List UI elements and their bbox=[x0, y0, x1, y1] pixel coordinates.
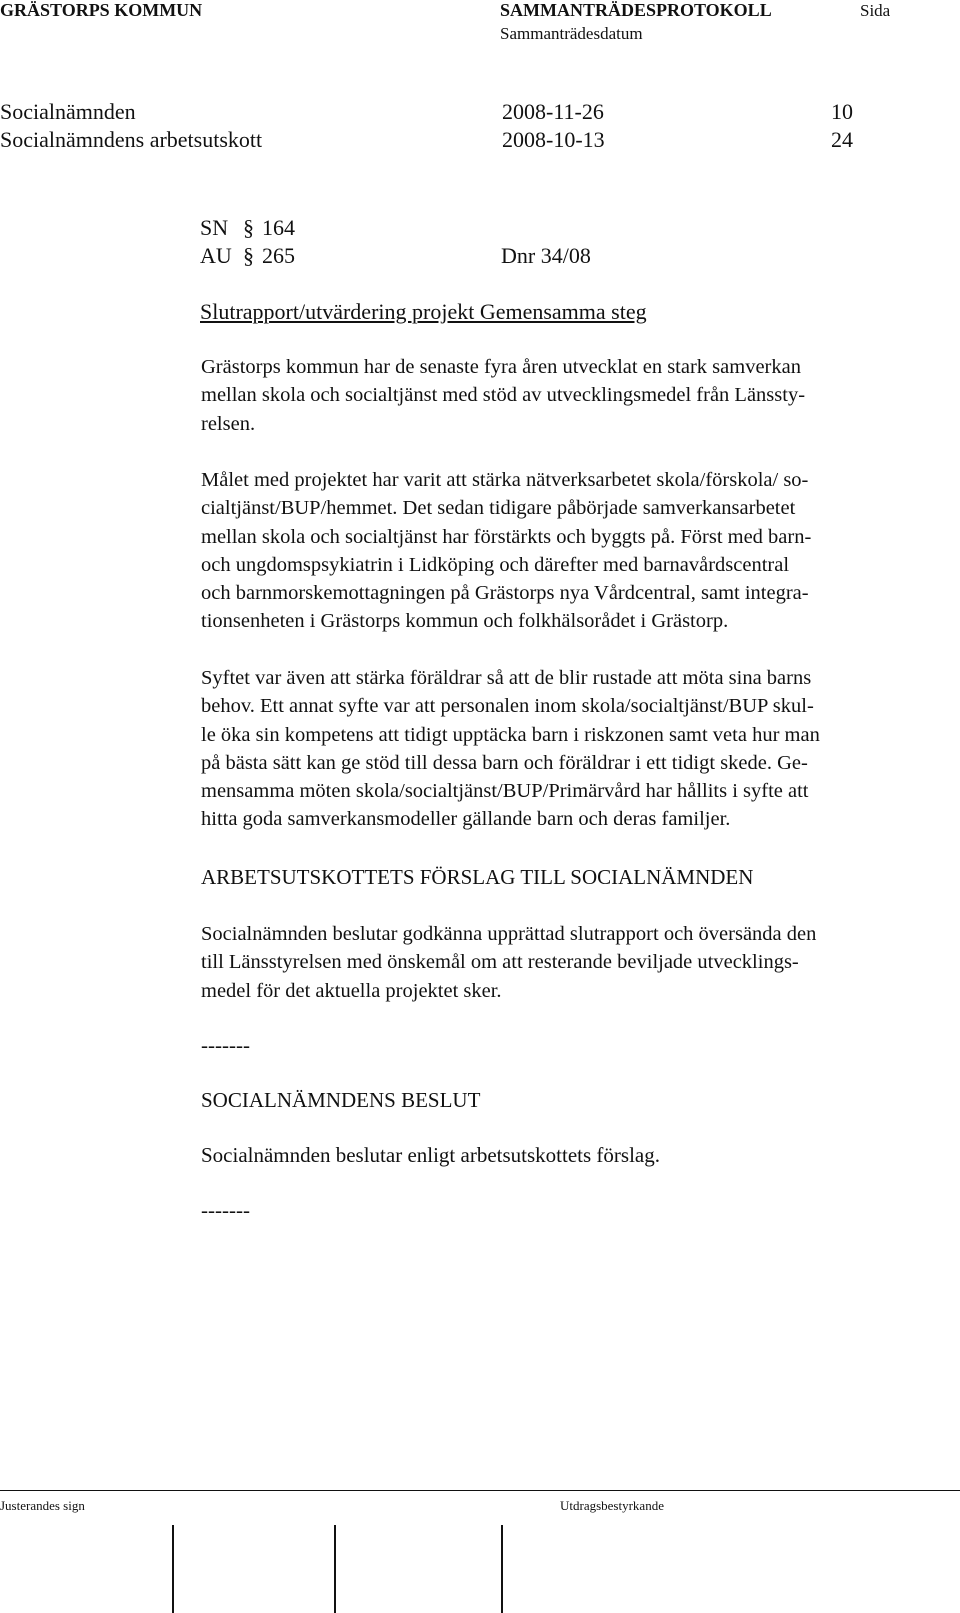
separator: ------- bbox=[201, 1033, 250, 1057]
paragraph-line: Grästorps kommun har de senaste fyra åren utvecklat en stark samverkan bbox=[201, 356, 801, 378]
signature-box-divider bbox=[334, 1525, 336, 1613]
sn-label: SN bbox=[200, 215, 229, 240]
paragraph-line: hitta goda samverkansmodeller gällande barn och deras familjer. bbox=[201, 808, 731, 831]
certified-label: Utdragsbestyrkande bbox=[560, 1498, 664, 1513]
page-label: Sida bbox=[860, 1, 891, 20]
sn-decision-text: Socialnämnden beslutar enligt arbetsutskottets förslag. bbox=[201, 1143, 660, 1167]
paragraph-line: cialtjänst/BUP/hemmet. Det sedan tidigare påbörjade samverkansarbetet bbox=[201, 497, 796, 520]
paragraph-line: mellan skola och socialtjänst med stöd av utvecklingsmedel från Länssty- bbox=[201, 384, 806, 407]
paragraph-1 bbox=[201, 353, 931, 438]
sn-decision-heading: SOCIALNÄMNDENS BESLUT bbox=[201, 1088, 481, 1112]
au-number: 265 bbox=[262, 243, 295, 268]
au-label: AU bbox=[200, 243, 232, 268]
paragraph-line: relsen. bbox=[201, 412, 256, 435]
paragraph-2 bbox=[201, 466, 931, 636]
separator: ------- bbox=[201, 1198, 250, 1222]
date-label: Sammanträdesdatum bbox=[500, 24, 643, 43]
paragraph-line: mensamma möten skola/socialtjänst/BUP/Primärvård har hållits i syfte att bbox=[201, 780, 809, 803]
au-proposal-heading: ARBETSUTSKOTTETS FÖRSLAG TILL SOCIALNÄMNDEN bbox=[201, 865, 754, 889]
paragraph-line: och barnmorskemottagningen på Grästorps nya Vårdcentral, samt integra- bbox=[201, 582, 809, 605]
paragraph-line: och ungdomspsykiatrin i Lidköping och därefter med barnavårdscentral bbox=[201, 553, 790, 576]
signature-box-divider bbox=[501, 1525, 503, 1613]
paragraph-line: le öka sin kompetens att tidigt upptäcka barn i riskzonen samt veta hur man bbox=[201, 723, 820, 746]
footer-divider bbox=[0, 1490, 960, 1491]
paragraph-line: på bästa sätt kan ge stöd till dessa barn och föräldrar i ett tidigt skede. Ge- bbox=[201, 751, 808, 774]
meeting-body-1: Socialnämnden bbox=[0, 99, 136, 124]
org-name: GRÄSTORPS KOMMUN bbox=[0, 0, 203, 20]
doc-type: SAMMANTRÄDESPROTOKOLL bbox=[500, 0, 772, 20]
sn-number: 164 bbox=[262, 215, 295, 240]
meeting-date-1: 2008-11-26 bbox=[502, 99, 604, 124]
paragraph-line: till Länsstyrelsen med önskemål om att resterande beviljade utvecklings- bbox=[201, 951, 799, 974]
meeting-body-2: Socialnämndens arbetsutskott bbox=[0, 127, 263, 152]
signature-box-divider bbox=[172, 1525, 174, 1613]
paragraph-line: behov. Ett annat syfte var att personalen inom skola/socialtjänst/BUP skul- bbox=[201, 695, 814, 718]
paragraph-line: Syftet var även att stärka föräldrar så att de blir rustade att möta sina barns bbox=[201, 667, 812, 689]
case-title: Slutrapport/utvärdering projekt Gemensamma steg bbox=[200, 299, 647, 324]
au-proposal-text bbox=[201, 920, 931, 1005]
paragraph-line: medel för det aktuella projektet sker. bbox=[201, 979, 502, 1002]
meeting-date-2: 2008-10-13 bbox=[502, 127, 605, 152]
paragraph-icon: § bbox=[243, 215, 254, 240]
paragraph-line: tionsenheten i Grästorps kommun och folkhälsorådet i Grästorp. bbox=[201, 610, 729, 633]
paragraph-line: Målet med projektet har varit att stärka nätverksarbetet skola/förskola/ so- bbox=[201, 469, 809, 491]
paragraph-icon: § bbox=[243, 243, 254, 268]
dnr: Dnr 34/08 bbox=[501, 243, 591, 268]
paragraph-line: Socialnämnden beslutar godkänna upprättad slutrapport och översända den bbox=[201, 923, 817, 945]
meeting-page-2: 24 bbox=[831, 127, 853, 152]
sign-label: Justerandes sign bbox=[0, 1498, 85, 1513]
paragraph-3 bbox=[201, 664, 931, 834]
meeting-page-1: 10 bbox=[831, 99, 853, 124]
paragraph-line: mellan skola och socialtjänst har förstärkts och byggts på. Först med barn- bbox=[201, 525, 812, 548]
